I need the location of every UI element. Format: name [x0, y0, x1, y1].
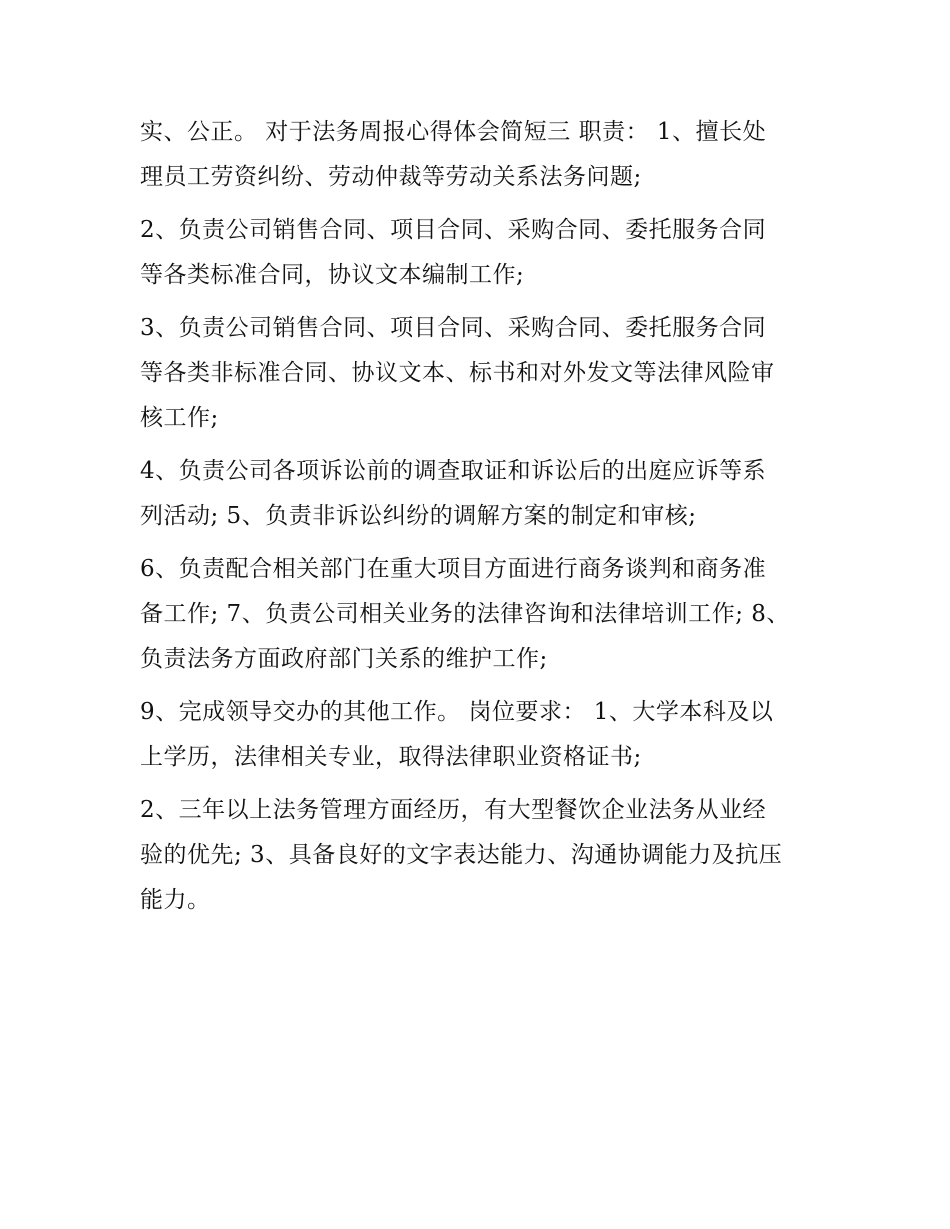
text-line: 验的优先; 3、具备良好的文字表达能力、沟通协调能力及抗压 [140, 842, 783, 868]
text-line: 2、负责公司销售合同、项目合同、采购合同、委托服务合同 [140, 217, 767, 243]
text-line: 负责法务方面政府部门关系的维护工作; [140, 646, 548, 672]
text-line: 上学历，法律相关专业，取得法律职业资格证书; [140, 744, 642, 770]
text-line: 等各类非标准合同、协议文本、标书和对外发文等法律风险审 [140, 360, 775, 386]
text-line: 6、负责配合相关部门在重大项目方面进行商务谈判和商务准 [140, 556, 767, 582]
text-line: 理员工劳资纠纷、劳动仲裁等劳动关系法务问题; [140, 164, 642, 190]
document-body [140, 110, 820, 923]
text-line: 列活动; 5、负责非诉讼纠纷的调解方案的制定和审核; [140, 503, 697, 529]
text-line: 实、公正。 对于法务周报心得体会简短三 职责： 1、擅长处 [140, 119, 767, 145]
text-line: 备工作; 7、负责公司相关业务的法律咨询和法律培训工作; 8、 [140, 601, 790, 627]
text-line: 9、完成领导交办的其他工作。 岗位要求： 1、大学本科及以 [140, 699, 774, 725]
text-line: 2、三年以上法务管理方面经历，有大型餐饮企业法务从业经 [140, 797, 767, 823]
text-line: 等各类标准合同，协议文本编制工作; [140, 262, 525, 288]
text-line: 核工作; [140, 405, 219, 431]
text-line: 3、负责公司销售合同、项目合同、采购合同、委托服务合同 [140, 315, 767, 341]
text-line: 4、负责公司各项诉讼前的调查取证和诉讼后的出庭应诉等系 [140, 458, 767, 484]
text-line: 能力。 [140, 887, 211, 913]
